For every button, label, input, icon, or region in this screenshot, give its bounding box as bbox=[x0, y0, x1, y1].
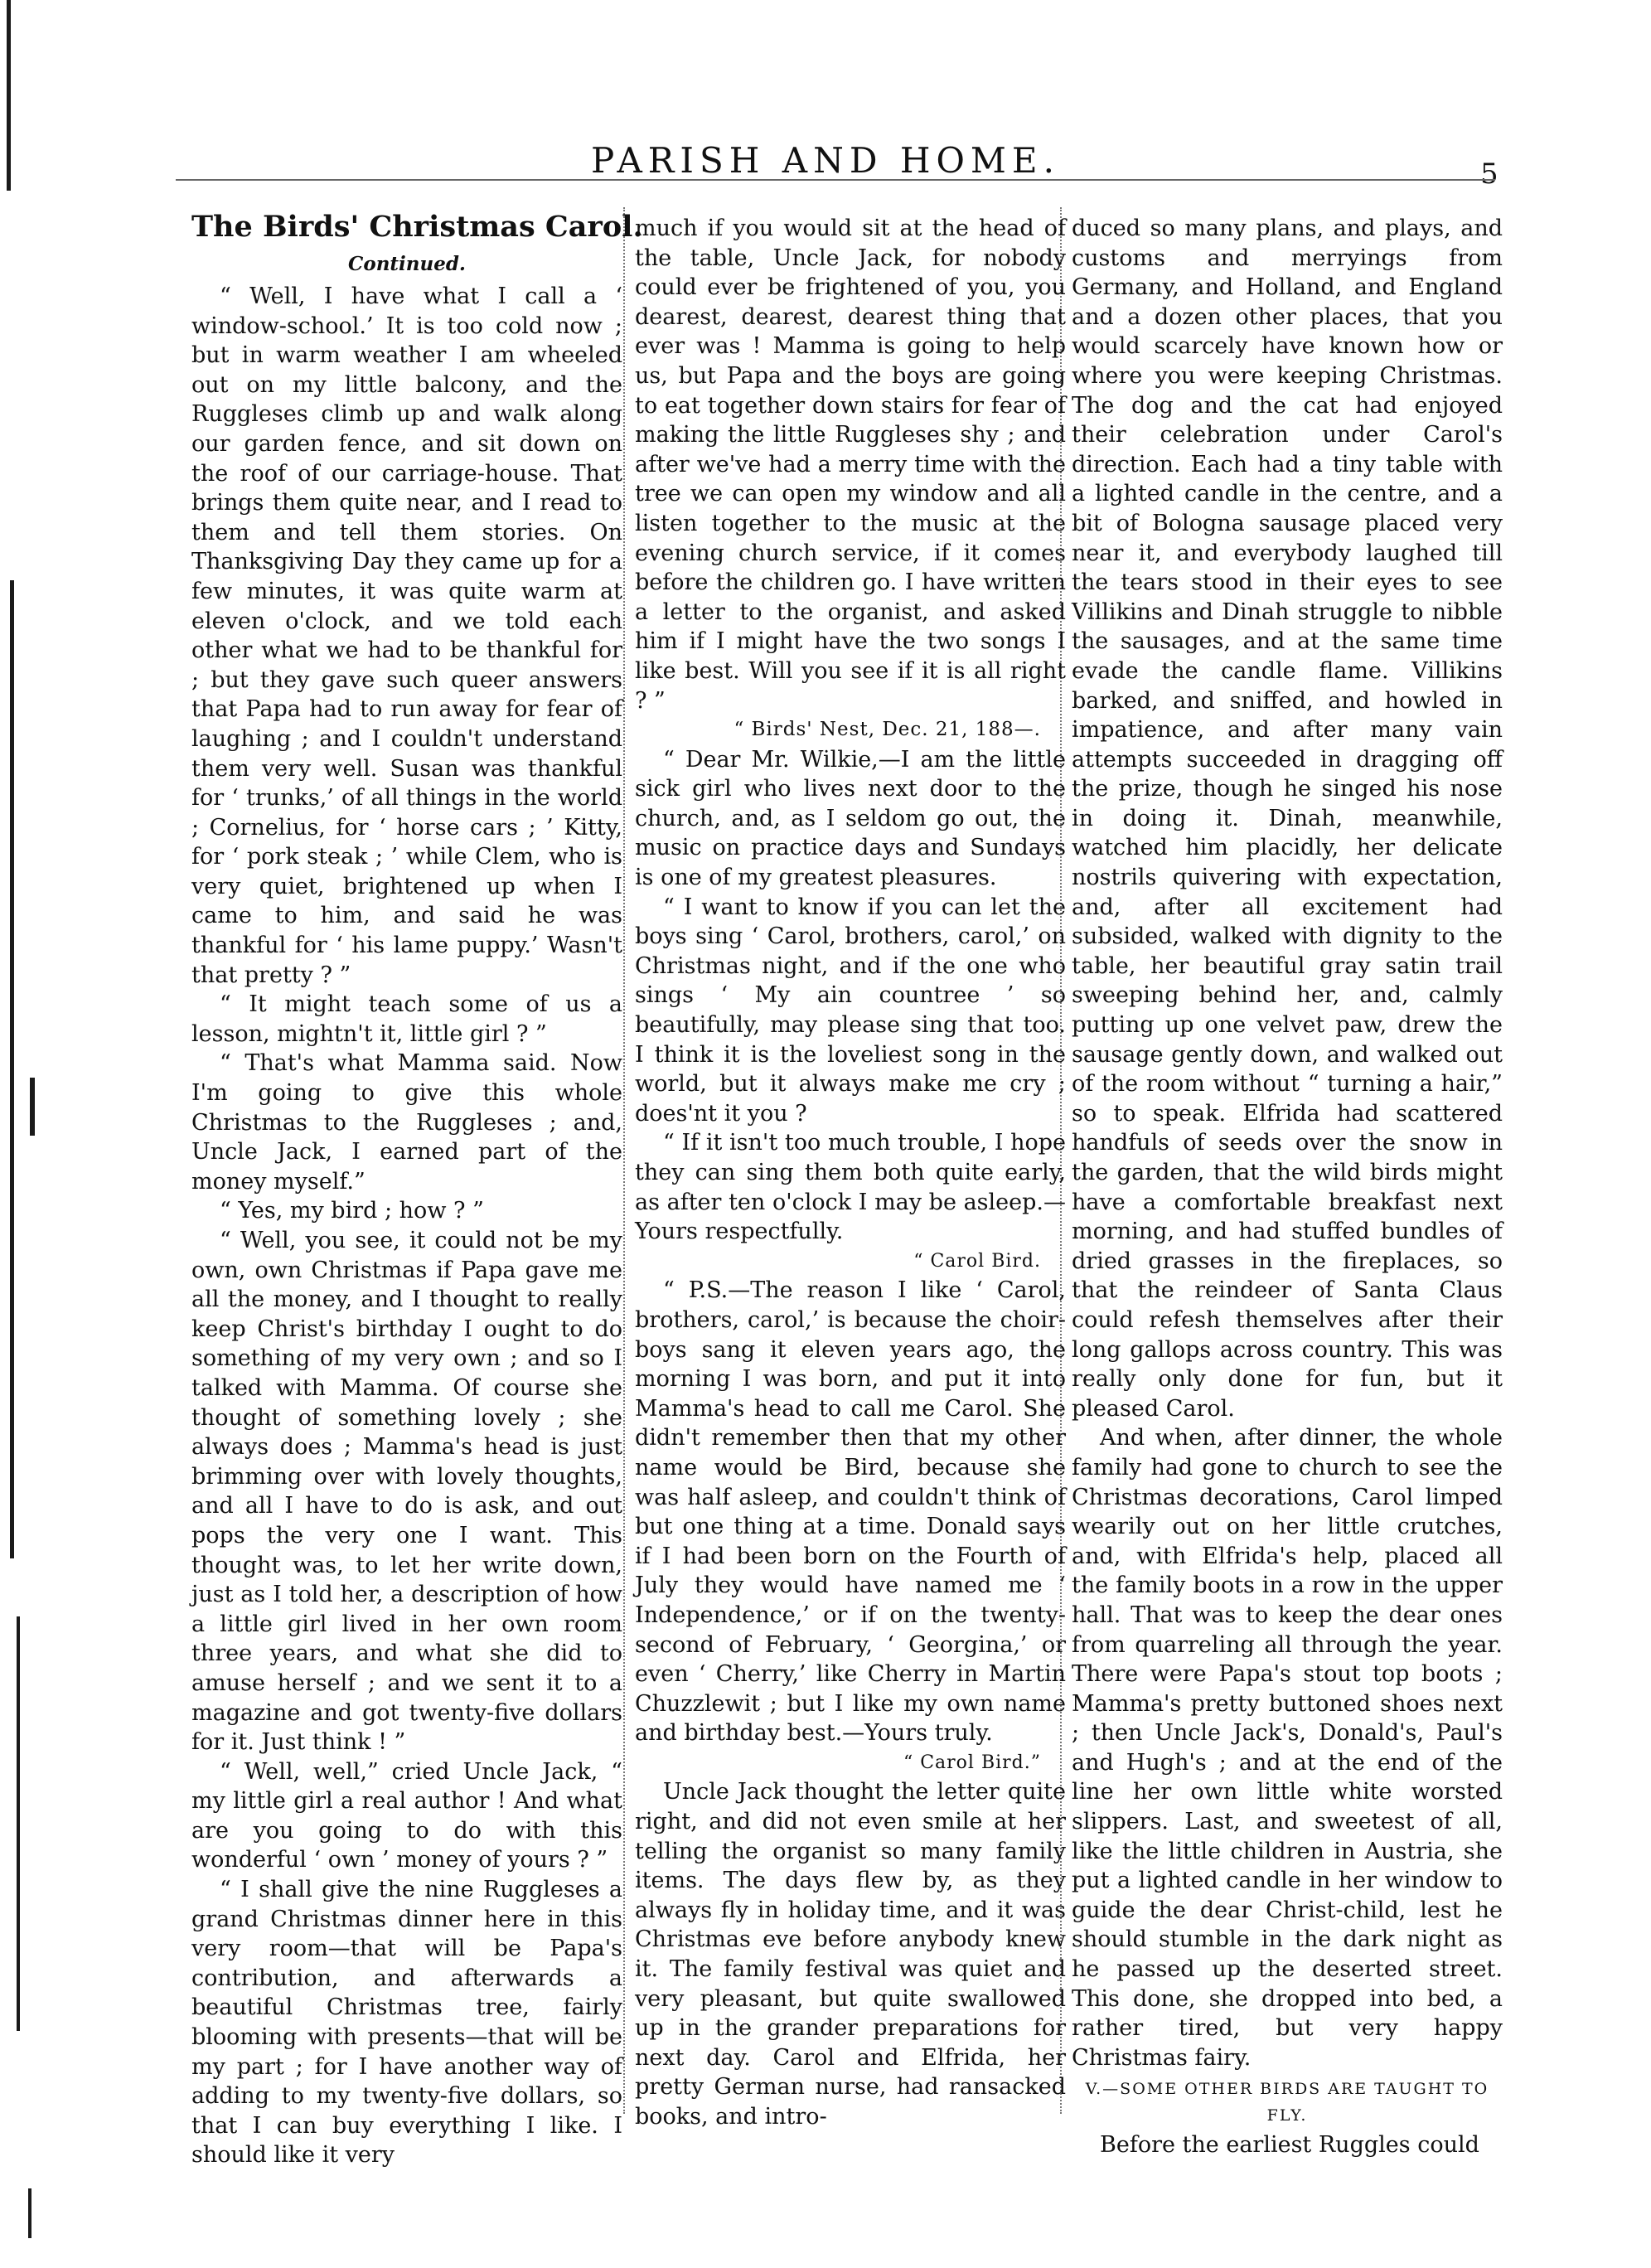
text-column-1 bbox=[191, 207, 643, 2169]
paragraph: Before the earliest Ruggles could bbox=[1100, 2132, 1479, 2159]
paragraph: Uncle Jack thought the letter quite right, and did not even smile at her telling the organist so many family items. The days flew by, as they always fly in holiday time, and it was Christmas eve before anybody knew it. The family festival was quiet and very pleasant, but quite swallowed up in the grander preparations for next day. Carol and Elfrida, her pretty German nurse, had ransacked books, and intro- bbox=[635, 1779, 1066, 2130]
paragraph: “ That's what Mamma said. Now I'm going to give this whole Christmas to the Ruggleses ; and, Uncle Jack, I earned part of the money myself.” bbox=[191, 1050, 622, 1195]
paragraph: “ Well, well,” cried Uncle Jack, “ my little girl a real author ! And what are you going to do with this wonderful ‘ own ’ money of yours ? ” bbox=[191, 1758, 622, 1873]
page-number: 5 bbox=[1480, 158, 1498, 191]
binding-edge-mark bbox=[17, 1616, 20, 2031]
text-column-3 bbox=[1072, 214, 1503, 2159]
paragraph: “ I shall give the nine Ruggleses a grand Christmas dinner here in this very room—that will be Papa's contribution, and afterwards a beautiful Christmas tree, fairly blooming with presents—that will be my part ; for I have another way of adding to my twenty-five dollars, so that I can buy everything I like. I should like it very bbox=[191, 1877, 622, 2169]
letter-signature: “ Carol Bird. bbox=[913, 1250, 1041, 1272]
binding-edge-mark bbox=[30, 1078, 35, 1136]
letter-signature: “ Carol Bird.” bbox=[903, 1752, 1041, 1773]
letter-dateline: “ Birds' Nest, Dec. 21, 188—. bbox=[734, 719, 1041, 741]
paragraph: “ Well, I have what I call a ‘ window-school.’ It is too cold now ; but in warm weather I am wheeled out on my little balcony, and the Ruggleses climb up and walk along our garden fence, and sit down on the roof of our carriage-house. That brings them quite near, and I read to them and tell them stories. On Thanksgiving Day they came up for a few minutes, it was quite warm at eleven o'clock, and we told each other what we had to be thankful for ; but they gave such queer answers that Papa had to run away for fear of laughing ; and I couldn't understand them very well. Susan was thankful for ‘ trunks,’ of all things in the world ; Cornelius, for ‘ horse cars ; ’ Kitty, for ‘ pork steak ; ’ while Clem, who is very quiet, brightened up when I came to him, and said he was thankful for ‘ his lame puppy.’ Wasn't that pretty ? ” bbox=[191, 284, 622, 988]
paragraph: duced so many plans, and plays, and customs and merryings from Germany, and Holland, and England and a dozen other places, that you would scarcely have known how or where you were keeping Christmas. The dog and the cat had enjoyed their celebration under Carol's direction. Each had a tiny table with a lighted candle in the centre, and a bit of Bologna sausage placed very near it, and everybody laughed till the tears stood in their eyes to see Villikins and Dinah struggle to nibble the sausages, and at the same time evade the candle flame. Villikins barked, and sniffed, and howled in impatience, and after many vain attempts succeeded in dragging off the prize, though he singed his nose in doing it. Dinah, meanwhile, watched him placidly, her delicate nostrils quivering with expectation, and, after all excitement had subsided, walked with dignity to the table, her beautiful gray satin trail sweeping behind her, and, calmly putting up one velvet paw, drew the sausage gently down, and walked out of the room without “ turning a hair,” so to speak. Elfrida had scattered handfuls of seeds over the snow in the garden, that the wild birds might have a comfortable breakfast next morning, and had stuffed bundles of dried grasses in the fireplaces, so that the reindeer of Santa Claus could refesh themselves after their long gallops across country. This was really only done for fun, but it pleased Carol. bbox=[1072, 216, 1503, 1422]
paragraph: “ Well, you see, it could not be my own, own Christmas if Papa gave me all the money, and I thought to really keep Christ's birthday I ought to do something of my very own ; and so I talked with Mamma. Of course she thought of something lovely ; she always does ; Mamma's head is just brimming over with lovely thoughts, and all I have to do is ask, and out pops the very one I want. This thought was, to let her write down, just as I told her, a description of how a little girl lived in her own room three years, and what she did to amuse herself ; and we sent it to a magazine and got twenty-five dollars for it. Just think ! ” bbox=[191, 1228, 622, 1756]
story-title: The Birds' Christmas Carol. bbox=[191, 210, 643, 244]
letter-paragraph: “ I want to know if you can let the boys sing ‘ Carol, brothers, carol,’ on Christmas night, and if the one who sings ‘ My ain countree ’ so beautifully, may please sing that too. I think it is the loveliest song in the world, but it always make me cry ; does'nt it you ? bbox=[635, 894, 1066, 1127]
letter-paragraph: “ If it isn't too much trouble, I hope they can sing them both quite early, as after ten o'clock I may be asleep.—Yours respectfully. bbox=[635, 1130, 1066, 1245]
paragraph: And when, after dinner, the whole family had gone to church to see the Christmas decorations, Carol limped wearily out on her little crutches, and, with Elfrida's help, placed all the family boots in a row in the upper hall. That was to keep the dear ones from quarreling all through the year. There were Papa's stout top boots ; Mamma's pretty buttoned shoes next ; then Uncle Jack's, Donald's, Paul's and Hugh's ; and at the end of the line her own little white worsted slippers. Last, and sweetest of all, like the little children in Austria, she put a lighted candle in her window to guide the dear Christ-child, lest he should stumble in the dark night as he passed up the deserted street. This done, she dropped into bed, a rather tired, but very happy Christmas fairy. bbox=[1072, 1425, 1503, 2071]
column-divider bbox=[623, 207, 625, 2114]
paragraph: much if you would sit at the head of the table, Uncle Jack, for nobody could ever be frightened of you, you dearest, dearest, dearest thing that ever was ! Mamma is going to help us, but Papa and the boys are going to eat together down stairs for fear of making the little Ruggleses shy ; and after we've had a merry time with the tree we can open my window and all listen together to the music at the evening church service, if it comes before the children go. I have written a letter to the organist, and asked him if I might have the two songs I like best. Will you see if it is all right ? ” bbox=[635, 216, 1066, 714]
letter-paragraph: “ Dear Mr. Wilkie,—I am the little sick girl who lives next door to the church, and, as I seldom go out, the music on practice days and Sundays is one of my greatest pleasures. bbox=[635, 746, 1066, 891]
continued-label: Continued. bbox=[348, 253, 466, 275]
chapter-heading: V.—SOME OTHER BIRDS ARE TAUGHT TO FLY. bbox=[1085, 2080, 1489, 2125]
binding-edge-mark bbox=[28, 2188, 31, 2238]
text-column-2 bbox=[635, 214, 1066, 2130]
postscript-paragraph: “ P.S.—The reason I like ‘ Carol, brothers, carol,’ is because the choir-boys sang it eleven years ago, the morning I was born, and put it into Mamma's head to call me Carol. She didn't remember then that my other name would be Bird, because she was half asleep, and couldn't think of but one thing at a time. Donald says if I had been born on the Fourth of July they would have named me ‘ Independence,’ or if on the twenty-second of February, ‘ Georgina,’ or even ‘ Cherry,’ like Cherry in Martin Chuzzlewit ; but I like my own name and birthday best.—Yours truly. bbox=[635, 1277, 1066, 1747]
header-rule bbox=[176, 179, 1495, 181]
page-header-title: PARISH AND HOME. bbox=[591, 140, 1060, 181]
paragraph: “ Yes, my bird ; how ? ” bbox=[220, 1198, 484, 1224]
binding-edge-mark bbox=[10, 580, 14, 1558]
paragraph: “ It might teach some of us a lesson, mightn't it, little girl ? ” bbox=[191, 991, 622, 1047]
